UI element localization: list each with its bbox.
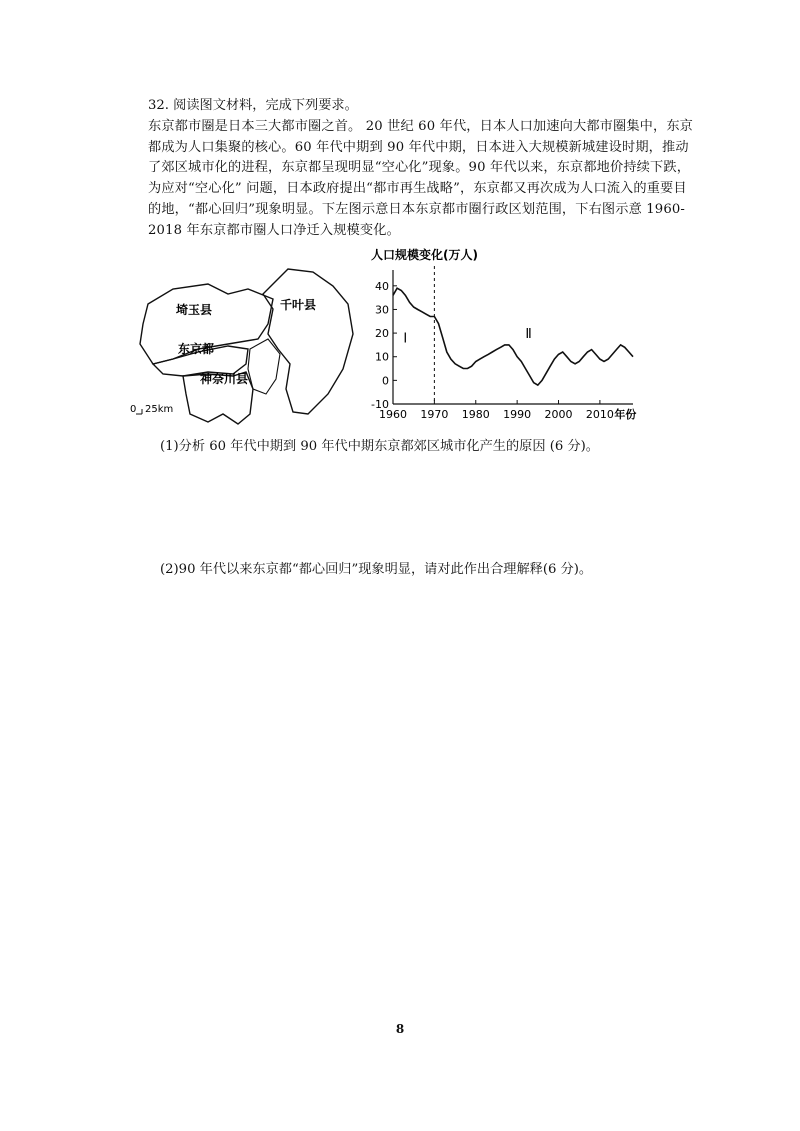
x-axis-label: 年份 xyxy=(614,408,637,421)
question-paragraph: 东京都市圈是日本三大都市圈之首。 20 世纪 60 年代，日本人口加速向大都市圈集中，东京都成为人口集聚的核心。60 年代中期到 90 年代中期，日本进入大规模新城建设时期，推动了郊区城市化的进程，东京都呈现明显“空心化”现象。90 年代以来，东京都地价持续下跌，为应对“空心化” 问题，日本政府提出“都市再生战略”，东京都又再次成为人口流入的重要目的地，“都心回归”现象明显。下左图示意日本东京都市圈行政区划范围，下右图示意 1960-2018 年东京都市圈人口净迁入规模变化。 xyxy=(148,119,694,238)
stage-label-1: I xyxy=(403,331,408,347)
y-tick-label: 10 xyxy=(375,350,389,364)
x-tick-label: 1970 xyxy=(420,408,449,421)
x-tick-label: 1980 xyxy=(461,408,490,421)
x-tick-label: 1960 xyxy=(379,408,407,421)
y-tick-label: 40 xyxy=(375,279,389,293)
question-header: 32. 阅读图文材料，完成下列要求。 xyxy=(148,98,358,113)
map-label-saitama: 埼玉县 xyxy=(176,303,213,317)
sub-question-1: (1)分析 60 年代中期到 90 年代中期东京都郊区城市化产生的原因 (6 分)。 xyxy=(160,439,599,454)
map-label-chiba: 千叶县 xyxy=(280,298,317,312)
page-number: 8 xyxy=(395,1022,405,1036)
scale-label: 25km xyxy=(145,404,174,415)
map-label-tokyo: 东京都 xyxy=(178,342,215,356)
tokyo-region-map xyxy=(128,264,378,434)
figures xyxy=(128,244,688,434)
stage-label-2: Ⅱ xyxy=(525,326,532,342)
map-label-kanagawa: 神奈川县 xyxy=(200,372,249,386)
y-tick-label: 20 xyxy=(375,327,389,341)
bay-outline xyxy=(248,339,280,394)
chiba-outline xyxy=(263,269,353,414)
y-tick-label: -10 xyxy=(371,398,389,411)
chart-ticks xyxy=(371,280,614,421)
y-tick-label: 30 xyxy=(375,303,389,317)
scale-zero: 0 xyxy=(130,404,137,415)
sub-question-2: (2)90 年代以来东京都“都心回归”现象明显，请对此作出合理解释(6 分)。 xyxy=(160,562,593,577)
chart-axes xyxy=(393,270,633,404)
x-tick-label: 2010 xyxy=(585,408,614,421)
x-tick-label: 1990 xyxy=(503,408,532,421)
series-line xyxy=(393,288,633,385)
x-tick-label: 2000 xyxy=(544,408,573,421)
population-chart xyxy=(363,244,683,434)
y-tick-label: 0 xyxy=(382,374,389,388)
chart-title: 人口规模变化(万人) xyxy=(371,248,478,262)
